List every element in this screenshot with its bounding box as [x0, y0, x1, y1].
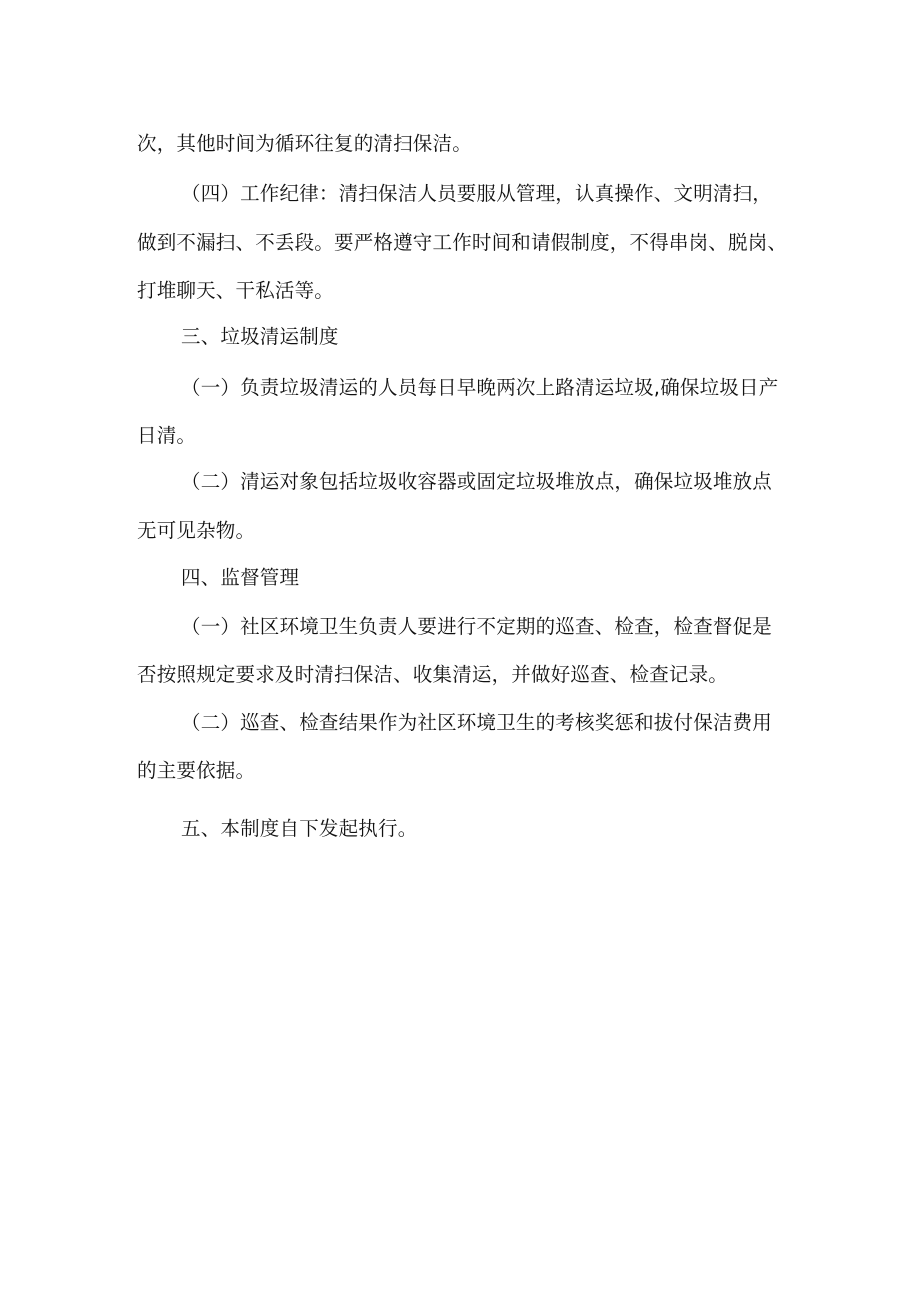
item-supervision-2: （二）巡查、检查结果作为社区环境卫生的考核奖惩和拔付保洁费用 [181, 711, 773, 734]
text-line: 无可见杂物。 [137, 519, 256, 542]
text-line: 打堆聊天、干私活等。 [137, 279, 335, 302]
section-heading-supervision: 四、监督管理 [181, 566, 300, 589]
item-supervision-1: （一）社区环境卫生负责人要进行不定期的巡查、检查，检查督促是 [181, 615, 773, 638]
text-line: 的主要依据。 [137, 759, 256, 782]
section-heading-effective-date: 五、本制度自下发起执行。 [181, 817, 418, 840]
text-line: 做到不漏扫、不丢段。要严格遵守工作时间和请假制度，不得串岗、脱岗、 [137, 231, 788, 254]
text-line-continuation: 次，其他时间为循环往复的清扫保洁。 [137, 132, 472, 155]
item-garbage-removal-1: （一）负责垃圾清运的人员每日早晚两次上路清运垃圾,确保垃圾日产 [181, 376, 779, 399]
section-heading-garbage-removal: 三、垃圾清运制度 [181, 325, 339, 348]
text-line: 日清。 [137, 424, 197, 447]
item-garbage-removal-2: （二）清运对象包括垃圾收容器或固定垃圾堆放点，确保垃圾堆放点 [181, 470, 773, 493]
item-work-discipline: （四）工作纪律：清扫保洁人员要服从管理，认真操作、文明清扫， [181, 182, 773, 205]
text-line: 否按照规定要求及时清扫保洁、收集清运，并做好巡查、检查记录。 [137, 663, 729, 686]
